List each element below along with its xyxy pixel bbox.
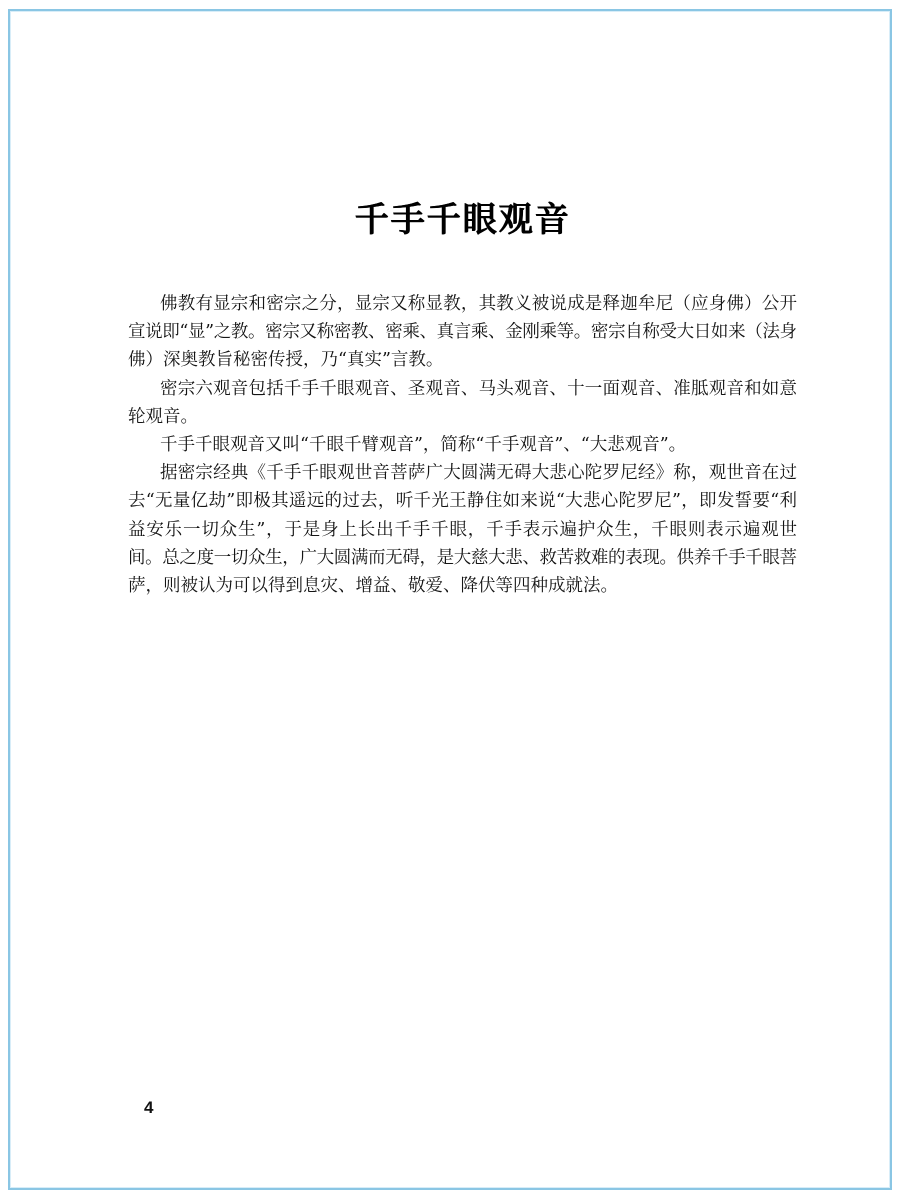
paragraph-1-line-1 <box>128 290 797 318</box>
line-text: 益安乐一切众生”，于是身上长出千手千眼，千手表示遍护众生，千眼则表示遍观世 <box>128 519 798 540</box>
paragraph-1-line-2 <box>128 318 797 346</box>
line-text: 轮观音。 <box>128 406 198 427</box>
page-title: 千手千眼观音 <box>354 200 571 240</box>
page-number: 4 <box>144 1098 154 1117</box>
line-text: 密宗六观音包括千手千眼观音、圣观音、马头观音、十一面观音、准胝观音和如意 <box>160 378 798 399</box>
paragraph-2-line-2 <box>128 403 797 431</box>
body-text <box>128 290 797 600</box>
line-text: 间。总之度一切众生，广大圆满而无碍，是大慈大悲、救苦救难的表现。供养千手千眼菩 <box>128 547 797 568</box>
paragraph-2-line-1 <box>128 375 797 403</box>
paragraph-4-line-5 <box>128 572 797 600</box>
line-text: 去“无量亿劫”即极其遥远的过去，听千光王静住如来说“大悲心陀罗尼”，即发誓要“利 <box>128 491 798 512</box>
paragraph-4-line-3 <box>128 516 797 544</box>
line-text: 萨，则被认为可以得到息灾、增益、敬爱、降伏等四种成就法。 <box>128 575 618 596</box>
paragraph-4-line-1 <box>128 459 797 487</box>
line-text: 佛教有显宗和密宗之分，显宗又称显教，其教义被说成是释迦牟尼（应身佛）公开 <box>160 294 798 314</box>
line-text: 据密宗经典《千手千眼观世音菩萨广大圆满无碍大悲心陀罗尼经》称，观世音在过 <box>160 463 798 484</box>
line-text: 佛）深奥教旨秘密传授，乃“真实”言教。 <box>128 350 444 371</box>
paragraph-4-line-4 <box>128 544 797 572</box>
paragraph-4-line-2 <box>128 487 797 515</box>
paragraph-3-line-1 <box>128 431 797 459</box>
line-text: 宣说即“显”之教。密宗又称密教、密乘、真言乘、金刚乘等。密宗自称受大日如来（法身 <box>128 322 797 343</box>
line-text: 千手千眼观音又叫“千眼千臂观音”，简称“千手观音”、“大悲观音”。 <box>160 434 687 455</box>
paragraph-1-line-3 <box>128 346 797 374</box>
